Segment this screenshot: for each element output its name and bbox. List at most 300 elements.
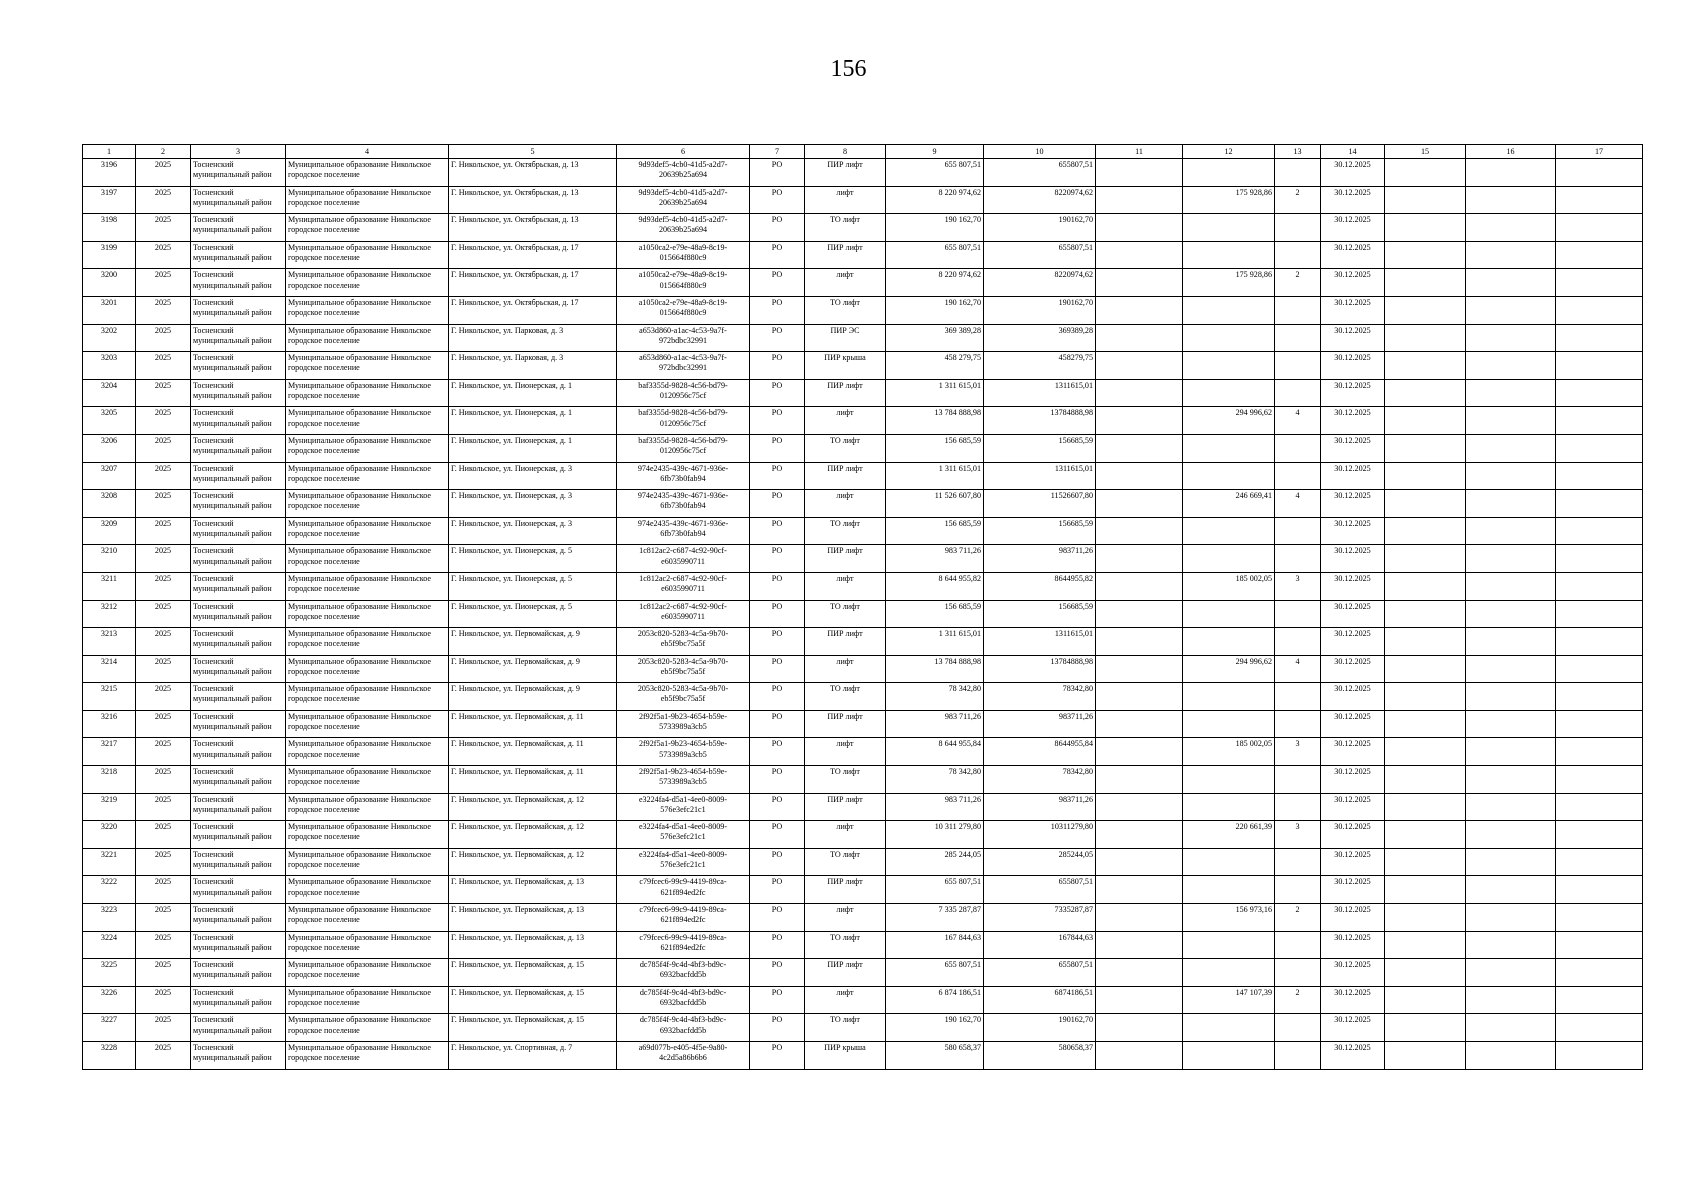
column-15-cell xyxy=(1385,241,1466,269)
column-11-cell xyxy=(1096,710,1183,738)
municipality-cell: Муниципальное образование Никольское городское поселение xyxy=(286,628,449,656)
column-12-cell xyxy=(1183,1014,1275,1042)
house-id-cell: a1050ca2-e79e-48a9-8c19-015664f880c9 xyxy=(617,241,750,269)
amount-plain-cell: 190162,70 xyxy=(984,1014,1096,1042)
column-15-cell xyxy=(1385,904,1466,932)
municipality-cell: Муниципальное образование Никольское городское поселение xyxy=(286,655,449,683)
address-cell: Г. Никольское, ул. Пионерская, д. 3 xyxy=(449,517,617,545)
amount-plain-cell: 156685,59 xyxy=(984,434,1096,462)
amount-plain-cell: 983711,26 xyxy=(984,793,1096,821)
type-cell: РО xyxy=(750,655,805,683)
municipality-cell: Муниципальное образование Никольское городское поселение xyxy=(286,1042,449,1070)
column-16-cell xyxy=(1466,379,1556,407)
house-id-cell: 2053c820-5283-4c5a-9b70-eb5f9bc75a5f xyxy=(617,655,750,683)
municipality-cell: Муниципальное образование Никольское городское поселение xyxy=(286,379,449,407)
amount-plain-cell: 285244,05 xyxy=(984,848,1096,876)
column-13-cell: 2 xyxy=(1275,186,1321,214)
year-cell: 2025 xyxy=(136,352,191,380)
row-number-cell: 3221 xyxy=(83,848,136,876)
amount-plain-cell: 983711,26 xyxy=(984,710,1096,738)
column-15-cell xyxy=(1385,269,1466,297)
column-17-cell xyxy=(1556,214,1643,242)
column-17-cell xyxy=(1556,793,1643,821)
column-12-cell: 156 973,16 xyxy=(1183,904,1275,932)
table-row xyxy=(83,876,1643,904)
work-type-cell: ПИР лифт xyxy=(805,462,886,490)
year-cell: 2025 xyxy=(136,683,191,711)
row-number-cell: 3216 xyxy=(83,710,136,738)
column-13-cell xyxy=(1275,683,1321,711)
row-number-cell: 3196 xyxy=(83,159,136,187)
type-cell: РО xyxy=(750,683,805,711)
municipality-cell: Муниципальное образование Никольское городское поселение xyxy=(286,545,449,573)
column-13-cell xyxy=(1275,241,1321,269)
type-cell: РО xyxy=(750,462,805,490)
column-11-cell xyxy=(1096,296,1183,324)
amount-cell: 285 244,05 xyxy=(886,848,984,876)
row-number-cell: 3218 xyxy=(83,766,136,794)
type-cell: РО xyxy=(750,793,805,821)
column-12-cell xyxy=(1183,462,1275,490)
column-17-cell xyxy=(1556,296,1643,324)
table-row xyxy=(83,655,1643,683)
column-15-cell xyxy=(1385,600,1466,628)
column-13-cell xyxy=(1275,793,1321,821)
table-row xyxy=(83,600,1643,628)
date-cell: 30.12.2025 xyxy=(1321,269,1385,297)
column-12-cell: 294 996,62 xyxy=(1183,655,1275,683)
amount-plain-cell: 1311615,01 xyxy=(984,379,1096,407)
row-number-cell: 3227 xyxy=(83,1014,136,1042)
column-11-cell xyxy=(1096,407,1183,435)
municipality-cell: Муниципальное образование Никольское городское поселение xyxy=(286,793,449,821)
column-16-cell xyxy=(1466,710,1556,738)
year-cell: 2025 xyxy=(136,407,191,435)
column-16-cell xyxy=(1466,572,1556,600)
column-17-cell xyxy=(1556,1014,1643,1042)
column-17-cell xyxy=(1556,628,1643,656)
column-header: 5 xyxy=(449,145,617,159)
address-cell: Г. Никольское, ул. Первомайская, д. 13 xyxy=(449,904,617,932)
district-cell: Тосненский муниципальный район xyxy=(191,407,286,435)
district-cell: Тосненский муниципальный район xyxy=(191,683,286,711)
column-16-cell xyxy=(1466,793,1556,821)
address-cell: Г. Никольское, ул. Первомайская, д. 11 xyxy=(449,710,617,738)
column-11-cell xyxy=(1096,545,1183,573)
column-13-cell xyxy=(1275,876,1321,904)
work-type-cell: ПИР лифт xyxy=(805,959,886,987)
column-15-cell xyxy=(1385,572,1466,600)
amount-cell: 655 807,51 xyxy=(886,876,984,904)
column-12-cell: 294 996,62 xyxy=(1183,407,1275,435)
district-cell: Тосненский муниципальный район xyxy=(191,904,286,932)
column-15-cell xyxy=(1385,186,1466,214)
amount-plain-cell: 167844,63 xyxy=(984,931,1096,959)
column-16-cell xyxy=(1466,683,1556,711)
date-cell: 30.12.2025 xyxy=(1321,848,1385,876)
column-17-cell xyxy=(1556,738,1643,766)
work-type-cell: ТО лифт xyxy=(805,214,886,242)
work-type-cell: ТО лифт xyxy=(805,296,886,324)
column-15-cell xyxy=(1385,462,1466,490)
work-type-cell: лифт xyxy=(805,904,886,932)
column-12-cell xyxy=(1183,352,1275,380)
table-body xyxy=(83,159,1643,1070)
type-cell: РО xyxy=(750,710,805,738)
row-number-cell: 3223 xyxy=(83,904,136,932)
column-11-cell xyxy=(1096,655,1183,683)
column-12-cell: 147 107,39 xyxy=(1183,986,1275,1014)
column-16-cell xyxy=(1466,545,1556,573)
table-row xyxy=(83,683,1643,711)
amount-cell: 190 162,70 xyxy=(886,296,984,324)
row-number-cell: 3209 xyxy=(83,517,136,545)
column-17-cell xyxy=(1556,904,1643,932)
amount-cell: 7 335 287,87 xyxy=(886,904,984,932)
address-cell: Г. Никольское, ул. Первомайская, д. 11 xyxy=(449,738,617,766)
column-header: 6 xyxy=(617,145,750,159)
column-12-cell: 185 002,05 xyxy=(1183,738,1275,766)
amount-cell: 8 220 974,62 xyxy=(886,186,984,214)
municipality-cell: Муниципальное образование Никольское городское поселение xyxy=(286,214,449,242)
date-cell: 30.12.2025 xyxy=(1321,959,1385,987)
district-cell: Тосненский муниципальный район xyxy=(191,572,286,600)
amount-plain-cell: 8220974,62 xyxy=(984,186,1096,214)
address-cell: Г. Никольское, ул. Пионерская, д. 3 xyxy=(449,462,617,490)
column-11-cell xyxy=(1096,600,1183,628)
table-row xyxy=(83,407,1643,435)
column-16-cell xyxy=(1466,628,1556,656)
column-header: 9 xyxy=(886,145,984,159)
column-13-cell: 3 xyxy=(1275,572,1321,600)
column-16-cell xyxy=(1466,986,1556,1014)
house-id-cell: 2f92f5a1-9b23-4654-b59e-5733989a3cb5 xyxy=(617,766,750,794)
row-number-cell: 3202 xyxy=(83,324,136,352)
date-cell: 30.12.2025 xyxy=(1321,600,1385,628)
house-id-cell: 1c812ac2-c687-4c92-90cf-e6035990711 xyxy=(617,572,750,600)
column-16-cell xyxy=(1466,876,1556,904)
table-row xyxy=(83,269,1643,297)
amount-cell: 6 874 186,51 xyxy=(886,986,984,1014)
amount-plain-cell: 655807,51 xyxy=(984,159,1096,187)
date-cell: 30.12.2025 xyxy=(1321,986,1385,1014)
address-cell: Г. Никольское, ул. Пионерская, д. 3 xyxy=(449,490,617,518)
table-row xyxy=(83,186,1643,214)
column-12-cell xyxy=(1183,766,1275,794)
municipality-cell: Муниципальное образование Никольское городское поселение xyxy=(286,296,449,324)
column-13-cell: 2 xyxy=(1275,269,1321,297)
amount-cell: 8 644 955,84 xyxy=(886,738,984,766)
column-16-cell xyxy=(1466,159,1556,187)
column-header: 11 xyxy=(1096,145,1183,159)
column-12-cell: 175 928,86 xyxy=(1183,269,1275,297)
type-cell: РО xyxy=(750,821,805,849)
column-15-cell xyxy=(1385,490,1466,518)
column-12-cell xyxy=(1183,241,1275,269)
district-cell: Тосненский муниципальный район xyxy=(191,931,286,959)
year-cell: 2025 xyxy=(136,572,191,600)
column-17-cell xyxy=(1556,159,1643,187)
column-11-cell xyxy=(1096,848,1183,876)
column-16-cell xyxy=(1466,1042,1556,1070)
row-number-cell: 3226 xyxy=(83,986,136,1014)
house-id-cell: a1050ca2-e79e-48a9-8c19-015664f880c9 xyxy=(617,269,750,297)
house-id-cell: c79fcec6-99c9-4419-89ca-621f894ed2fc xyxy=(617,931,750,959)
municipality-cell: Муниципальное образование Никольское городское поселение xyxy=(286,490,449,518)
column-12-cell xyxy=(1183,214,1275,242)
table-row xyxy=(83,462,1643,490)
column-16-cell xyxy=(1466,600,1556,628)
year-cell: 2025 xyxy=(136,876,191,904)
column-15-cell xyxy=(1385,876,1466,904)
work-type-cell: ПИР крыша xyxy=(805,1042,886,1070)
column-17-cell xyxy=(1556,821,1643,849)
column-13-cell xyxy=(1275,1014,1321,1042)
column-17-cell xyxy=(1556,710,1643,738)
year-cell: 2025 xyxy=(136,462,191,490)
table-row xyxy=(83,296,1643,324)
column-12-cell: 175 928,86 xyxy=(1183,186,1275,214)
amount-plain-cell: 580658,37 xyxy=(984,1042,1096,1070)
column-13-cell xyxy=(1275,600,1321,628)
column-11-cell xyxy=(1096,793,1183,821)
column-17-cell xyxy=(1556,931,1643,959)
type-cell: РО xyxy=(750,876,805,904)
house-id-cell: e3224fa4-d5a1-4ee0-8009-576e3efc21c1 xyxy=(617,848,750,876)
table-row xyxy=(83,1014,1643,1042)
row-number-cell: 3204 xyxy=(83,379,136,407)
address-cell: Г. Никольское, ул. Первомайская, д. 15 xyxy=(449,986,617,1014)
year-cell: 2025 xyxy=(136,710,191,738)
district-cell: Тосненский муниципальный район xyxy=(191,462,286,490)
work-type-cell: ПИР ЭС xyxy=(805,324,886,352)
column-16-cell xyxy=(1466,296,1556,324)
amount-cell: 655 807,51 xyxy=(886,159,984,187)
column-12-cell: 220 661,39 xyxy=(1183,821,1275,849)
house-id-cell: 974e2435-439c-4671-936e-6fb73b0fab94 xyxy=(617,517,750,545)
table-row xyxy=(83,1042,1643,1070)
amount-cell: 78 342,80 xyxy=(886,766,984,794)
amount-plain-cell: 8644955,82 xyxy=(984,572,1096,600)
column-11-cell xyxy=(1096,683,1183,711)
table-row xyxy=(83,959,1643,987)
type-cell: РО xyxy=(750,241,805,269)
house-id-cell: 2f92f5a1-9b23-4654-b59e-5733989a3cb5 xyxy=(617,738,750,766)
column-header: 17 xyxy=(1556,145,1643,159)
table-row xyxy=(83,517,1643,545)
column-13-cell xyxy=(1275,462,1321,490)
column-13-cell xyxy=(1275,959,1321,987)
address-cell: Г. Никольское, ул. Октябрьская, д. 17 xyxy=(449,241,617,269)
amount-cell: 983 711,26 xyxy=(886,793,984,821)
date-cell: 30.12.2025 xyxy=(1321,904,1385,932)
district-cell: Тосненский муниципальный район xyxy=(191,876,286,904)
municipality-cell: Муниципальное образование Никольское городское поселение xyxy=(286,986,449,1014)
column-15-cell xyxy=(1385,986,1466,1014)
column-12-cell xyxy=(1183,848,1275,876)
municipality-cell: Муниципальное образование Никольское городское поселение xyxy=(286,959,449,987)
address-cell: Г. Никольское, ул. Первомайская, д. 13 xyxy=(449,931,617,959)
amount-plain-cell: 156685,59 xyxy=(984,600,1096,628)
address-cell: Г. Никольское, ул. Октябрьская, д. 17 xyxy=(449,296,617,324)
house-id-cell: 2053c820-5283-4c5a-9b70-eb5f9bc75a5f xyxy=(617,628,750,656)
column-16-cell xyxy=(1466,848,1556,876)
date-cell: 30.12.2025 xyxy=(1321,379,1385,407)
type-cell: РО xyxy=(750,848,805,876)
column-13-cell xyxy=(1275,379,1321,407)
type-cell: РО xyxy=(750,352,805,380)
house-id-cell: dc785f4f-9c4d-4bf3-bd9c-6932bacfdd5b xyxy=(617,1014,750,1042)
column-12-cell xyxy=(1183,628,1275,656)
amount-cell: 1 311 615,01 xyxy=(886,379,984,407)
house-id-cell: 1c812ac2-c687-4c92-90cf-e6035990711 xyxy=(617,600,750,628)
municipality-cell: Муниципальное образование Никольское городское поселение xyxy=(286,572,449,600)
amount-cell: 983 711,26 xyxy=(886,710,984,738)
table-row xyxy=(83,766,1643,794)
year-cell: 2025 xyxy=(136,517,191,545)
row-number-cell: 3197 xyxy=(83,186,136,214)
date-cell: 30.12.2025 xyxy=(1321,407,1385,435)
amount-plain-cell: 6874186,51 xyxy=(984,986,1096,1014)
column-header: 7 xyxy=(750,145,805,159)
row-number-cell: 3211 xyxy=(83,572,136,600)
type-cell: РО xyxy=(750,490,805,518)
column-header: 14 xyxy=(1321,145,1385,159)
work-type-cell: ПИР лифт xyxy=(805,876,886,904)
column-13-cell xyxy=(1275,214,1321,242)
address-cell: Г. Никольское, ул. Пионерская, д. 5 xyxy=(449,545,617,573)
house-id-cell: baf3355d-9828-4c56-bd79-0120956c75cf xyxy=(617,379,750,407)
column-15-cell xyxy=(1385,159,1466,187)
amount-cell: 580 658,37 xyxy=(886,1042,984,1070)
amount-cell: 13 784 888,98 xyxy=(886,407,984,435)
municipality-cell: Муниципальное образование Никольское городское поселение xyxy=(286,186,449,214)
column-16-cell xyxy=(1466,462,1556,490)
column-15-cell xyxy=(1385,434,1466,462)
type-cell: РО xyxy=(750,214,805,242)
year-cell: 2025 xyxy=(136,241,191,269)
column-11-cell xyxy=(1096,517,1183,545)
municipality-cell: Муниципальное образование Никольское городское поселение xyxy=(286,683,449,711)
row-number-cell: 3199 xyxy=(83,241,136,269)
type-cell: РО xyxy=(750,904,805,932)
district-cell: Тосненский муниципальный район xyxy=(191,159,286,187)
house-id-cell: a1050ca2-e79e-48a9-8c19-015664f880c9 xyxy=(617,296,750,324)
amount-cell: 11 526 607,80 xyxy=(886,490,984,518)
work-type-cell: ПИР лифт xyxy=(805,710,886,738)
column-13-cell xyxy=(1275,545,1321,573)
column-11-cell xyxy=(1096,766,1183,794)
column-17-cell xyxy=(1556,572,1643,600)
work-type-cell: лифт xyxy=(805,269,886,297)
work-type-cell: лифт xyxy=(805,572,886,600)
work-type-cell: ТО лифт xyxy=(805,931,886,959)
house-id-cell: baf3355d-9828-4c56-bd79-0120956c75cf xyxy=(617,407,750,435)
table-row xyxy=(83,545,1643,573)
type-cell: РО xyxy=(750,407,805,435)
column-16-cell xyxy=(1466,655,1556,683)
column-17-cell xyxy=(1556,655,1643,683)
house-id-cell: a69d077b-e405-4f5e-9a80-4c2d5a86b6b6 xyxy=(617,1042,750,1070)
work-type-cell: лифт xyxy=(805,986,886,1014)
column-15-cell xyxy=(1385,628,1466,656)
district-cell: Тосненский муниципальный район xyxy=(191,959,286,987)
work-type-cell: ПИР лифт xyxy=(805,793,886,821)
data-table xyxy=(82,144,1643,1070)
column-11-cell xyxy=(1096,738,1183,766)
amount-cell: 8 644 955,82 xyxy=(886,572,984,600)
municipality-cell: Муниципальное образование Никольское городское поселение xyxy=(286,1014,449,1042)
year-cell: 2025 xyxy=(136,324,191,352)
amount-plain-cell: 10311279,80 xyxy=(984,821,1096,849)
column-15-cell xyxy=(1385,545,1466,573)
district-cell: Тосненский муниципальный район xyxy=(191,434,286,462)
district-cell: Тосненский муниципальный район xyxy=(191,655,286,683)
column-11-cell xyxy=(1096,379,1183,407)
work-type-cell: ТО лифт xyxy=(805,600,886,628)
date-cell: 30.12.2025 xyxy=(1321,876,1385,904)
table-row xyxy=(83,738,1643,766)
column-16-cell xyxy=(1466,490,1556,518)
house-id-cell: 2f92f5a1-9b23-4654-b59e-5733989a3cb5 xyxy=(617,710,750,738)
type-cell: РО xyxy=(750,517,805,545)
district-cell: Тосненский муниципальный район xyxy=(191,545,286,573)
date-cell: 30.12.2025 xyxy=(1321,324,1385,352)
column-12-cell xyxy=(1183,959,1275,987)
address-cell: Г. Никольское, ул. Пионерская, д. 1 xyxy=(449,407,617,435)
year-cell: 2025 xyxy=(136,1014,191,1042)
type-cell: РО xyxy=(750,1014,805,1042)
district-cell: Тосненский муниципальный район xyxy=(191,324,286,352)
address-cell: Г. Никольское, ул. Первомайская, д. 15 xyxy=(449,1014,617,1042)
column-16-cell xyxy=(1466,517,1556,545)
column-header: 15 xyxy=(1385,145,1466,159)
municipality-cell: Муниципальное образование Никольское городское поселение xyxy=(286,600,449,628)
column-11-cell xyxy=(1096,959,1183,987)
date-cell: 30.12.2025 xyxy=(1321,1014,1385,1042)
column-11-cell xyxy=(1096,186,1183,214)
column-header: 4 xyxy=(286,145,449,159)
date-cell: 30.12.2025 xyxy=(1321,490,1385,518)
column-13-cell xyxy=(1275,931,1321,959)
date-cell: 30.12.2025 xyxy=(1321,545,1385,573)
row-number-cell: 3215 xyxy=(83,683,136,711)
year-cell: 2025 xyxy=(136,986,191,1014)
type-cell: РО xyxy=(750,434,805,462)
type-cell: РО xyxy=(750,572,805,600)
work-type-cell: ПИР крыша xyxy=(805,352,886,380)
row-number-cell: 3212 xyxy=(83,600,136,628)
column-13-cell: 4 xyxy=(1275,490,1321,518)
column-12-cell xyxy=(1183,517,1275,545)
municipality-cell: Муниципальное образование Никольское городское поселение xyxy=(286,766,449,794)
date-cell: 30.12.2025 xyxy=(1321,296,1385,324)
row-number-cell: 3207 xyxy=(83,462,136,490)
column-13-cell: 4 xyxy=(1275,407,1321,435)
municipality-cell: Муниципальное образование Никольское городское поселение xyxy=(286,324,449,352)
municipality-cell: Муниципальное образование Никольское городское поселение xyxy=(286,241,449,269)
table-header xyxy=(83,145,1643,159)
work-type-cell: лифт xyxy=(805,186,886,214)
table-row xyxy=(83,628,1643,656)
date-cell: 30.12.2025 xyxy=(1321,186,1385,214)
type-cell: РО xyxy=(750,766,805,794)
column-15-cell xyxy=(1385,324,1466,352)
column-16-cell xyxy=(1466,821,1556,849)
column-11-cell xyxy=(1096,821,1183,849)
municipality-cell: Муниципальное образование Никольское городское поселение xyxy=(286,462,449,490)
address-cell: Г. Никольское, ул. Первомайская, д. 12 xyxy=(449,793,617,821)
